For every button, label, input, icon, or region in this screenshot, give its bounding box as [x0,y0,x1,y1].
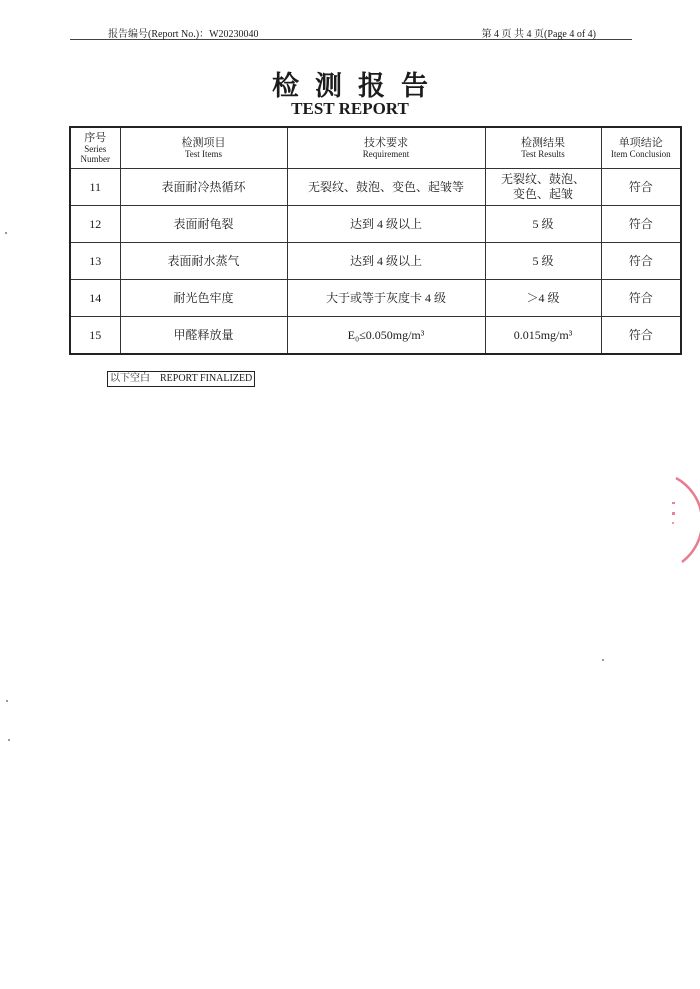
col-header-label-cn: 检测结果 [521,137,565,149]
cell-test-item: 表面耐水蒸气 [120,243,287,280]
table-header-row [70,127,681,169]
cell-conclusion: 符合 [601,206,681,243]
col-header-label-en: Series Number [80,144,110,164]
col-header-label-en: Test Items [184,149,223,159]
report-number: 报告编号(Report No.)：W20230040 [108,29,259,40]
cell-test-result: 无裂纹、鼓泡、变色、起皱 [485,169,601,206]
col-header-label-cn: 单项结论 [618,137,663,149]
col-header-requirement [287,127,485,169]
col-header-label-en: Requirement [362,149,410,159]
col-header-label-cn: 技术要求 [364,137,408,149]
cell-test-result: ＞4 级 [485,280,601,317]
official-seal-stamp [672,472,700,568]
scan-speck [5,232,7,234]
cell-test-result: 5 级 [485,206,601,243]
report-title-cn: 检测报告 [272,71,444,101]
cell-series-number: 13 [70,243,120,280]
cell-test-item: 甲醛释放量 [120,317,287,355]
table-row [70,206,681,243]
table-row [70,317,681,355]
scan-speck [6,700,8,702]
col-header-test-items [120,127,287,169]
cell-test-result: 5 级 [485,243,601,280]
test-results-table [69,126,682,355]
table-row [70,280,681,317]
table-row [70,243,681,280]
report-finalized-note: 以下空白 REPORT FINALIZED [107,371,255,387]
cell-requirement: 达到 4 级以上 [287,206,485,243]
page-indicator: 第 4 页 共 4 页(Page 4 of 4) [481,29,596,40]
cell-requirement: 大于或等于灰度卡 4 级 [287,280,485,317]
col-header-series [70,127,120,169]
cell-requirement: 无裂纹、鼓泡、变色、起皱等 [287,169,485,206]
cell-test-item: 表面耐冷热循环 [120,169,287,206]
col-header-label-en: Item Conclusion [610,149,671,159]
cell-test-result: 0.015mg/m³ [485,317,601,355]
cell-conclusion: 符合 [601,280,681,317]
cell-conclusion: 符合 [601,169,681,206]
cell-test-item: 表面耐龟裂 [120,206,287,243]
cell-series-number: 14 [70,280,120,317]
cell-conclusion: 符合 [601,317,681,355]
scan-speck [8,739,10,741]
cell-series-number: 11 [70,169,120,206]
cell-series-number: 12 [70,206,120,243]
cell-series-number: 15 [70,317,120,355]
col-header-conclusion [601,127,681,169]
cell-conclusion: 符合 [601,243,681,280]
col-header-label-cn: 序号 [84,132,107,144]
cell-requirement: E₀≤0.050mg/m³ [287,317,485,355]
report-title-en: TEST REPORT [291,99,409,118]
col-header-label-en: Test Results [521,149,565,159]
col-header-label-cn: 检测项目 [181,137,226,149]
cell-requirement: 达到 4 级以上 [287,243,485,280]
table-row [70,169,681,206]
col-header-test-results [485,127,601,169]
scan-speck [602,659,604,661]
page-header [70,24,632,40]
cell-test-item: 耐光色牢度 [120,280,287,317]
